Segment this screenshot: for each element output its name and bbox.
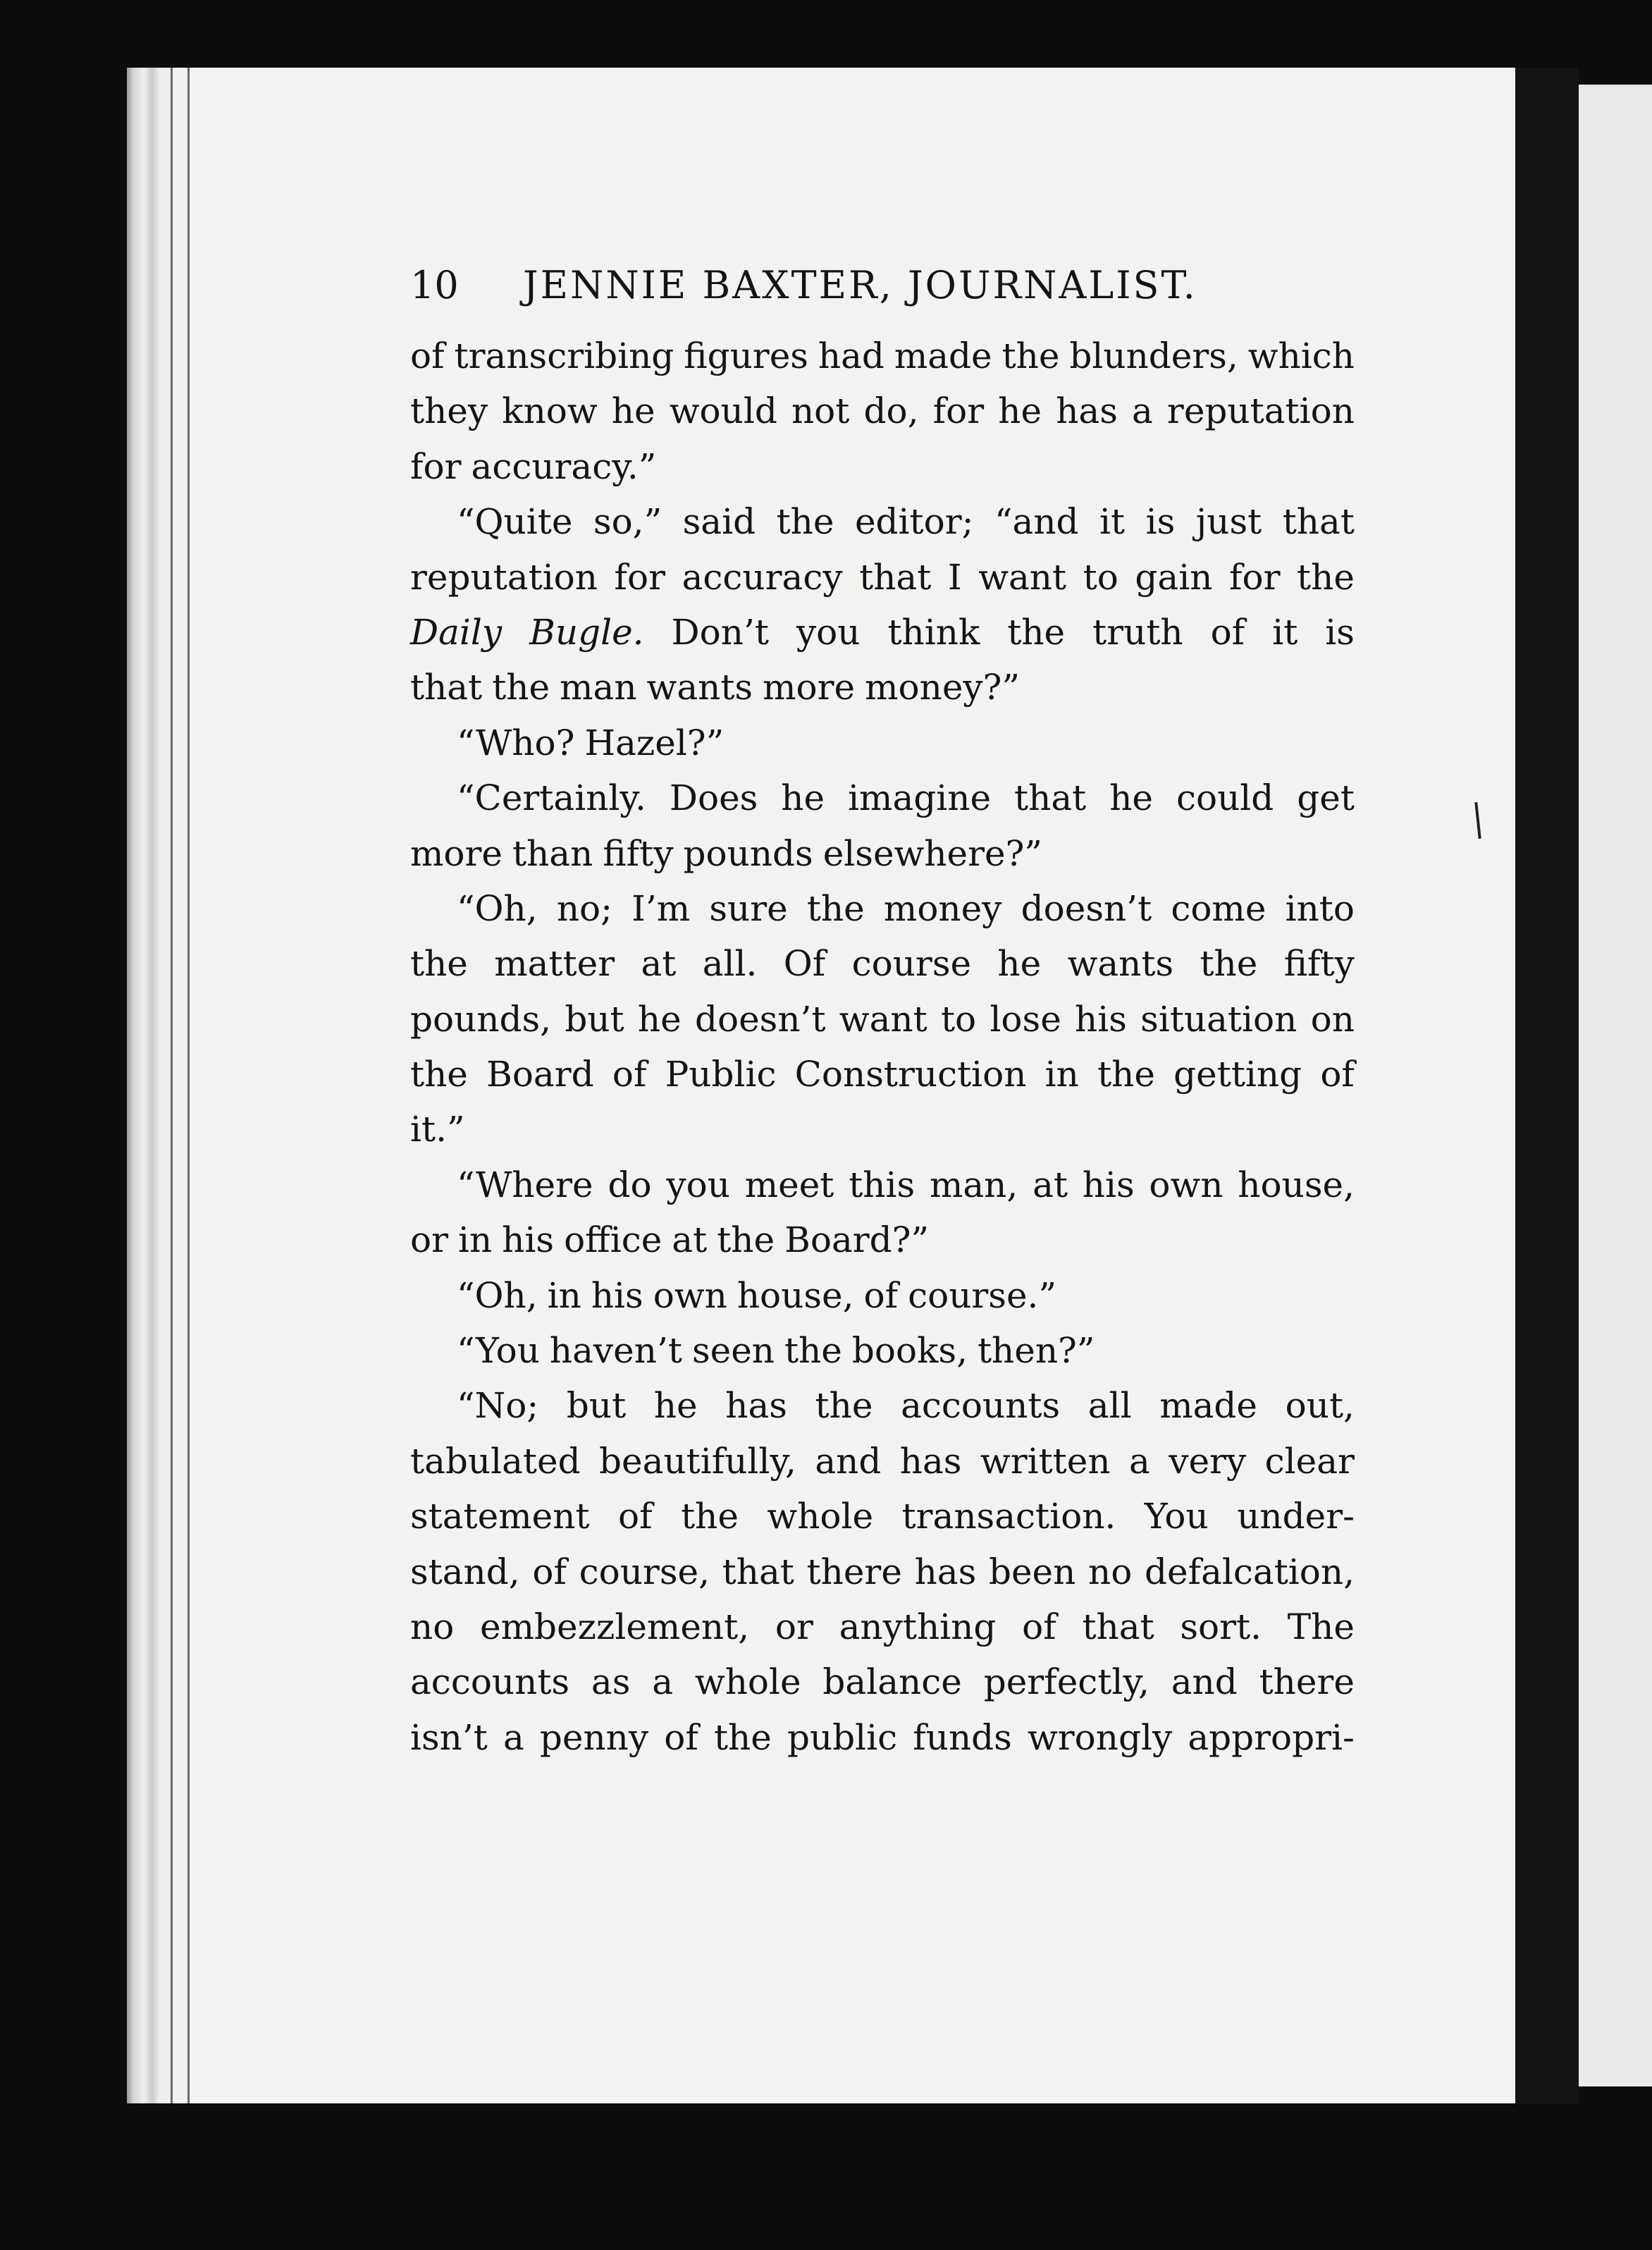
word: the [410, 1054, 468, 1095]
text-line [410, 1157, 1355, 1212]
word: has [1056, 391, 1118, 432]
word: of [1022, 1606, 1056, 1647]
word: situation [1140, 998, 1297, 1040]
word: doesn’t [1021, 887, 1152, 929]
word: to [940, 998, 977, 1040]
word: reputation [1166, 391, 1355, 432]
word: to [1083, 556, 1118, 598]
word: a [1128, 1440, 1150, 1482]
word: You [1144, 1496, 1209, 1537]
next-page-edge-dark [1515, 68, 1579, 2103]
word: is [1325, 611, 1355, 653]
word: The [1287, 1606, 1355, 1647]
word: all [1087, 1385, 1132, 1427]
word: perfectly, [983, 1661, 1149, 1703]
word: do, [863, 391, 919, 432]
word: you [666, 1164, 730, 1205]
word: Bugle. [529, 611, 644, 653]
word: this [849, 1164, 916, 1205]
word: accounts [410, 1661, 570, 1703]
word: accuracy [682, 556, 843, 598]
word: of [1320, 1054, 1355, 1095]
word: “Oh, [457, 887, 538, 929]
word: “Who? [457, 722, 575, 763]
word: the [717, 1219, 775, 1261]
word: defalcation, [1144, 1551, 1355, 1592]
word: he [1109, 777, 1154, 819]
word: of [863, 1274, 899, 1316]
word: then?” [977, 1330, 1095, 1372]
word: on [1310, 998, 1355, 1040]
word: sure [709, 887, 788, 929]
word: imagine [848, 777, 992, 819]
text-line [410, 494, 1355, 549]
word: as [591, 1661, 631, 1703]
word: lose [990, 998, 1061, 1040]
word: at [641, 943, 677, 985]
word: of [664, 1716, 698, 1758]
word: a [503, 1716, 524, 1758]
text-line [410, 936, 1355, 991]
body-text [410, 328, 1355, 1765]
word: his [1082, 1164, 1135, 1205]
text-line [410, 439, 1355, 494]
word: the [776, 501, 834, 543]
word: meet [744, 1164, 834, 1205]
word: “Quite [457, 501, 573, 543]
word: for [1228, 556, 1281, 598]
word: his [502, 1219, 555, 1261]
word: books, [851, 1330, 968, 1372]
text-line [410, 660, 1355, 715]
word: course [851, 943, 972, 985]
word: pounds, [410, 998, 552, 1040]
word: of [1210, 611, 1245, 653]
word: not [791, 391, 850, 432]
word: for [932, 391, 985, 432]
text-line [410, 881, 1355, 936]
word: all. [702, 943, 758, 985]
next-page-edge [1579, 85, 1652, 2086]
word: wrongly [1027, 1716, 1173, 1758]
word: own [653, 1274, 727, 1316]
word: it.” [410, 1109, 465, 1150]
word: matter [494, 943, 615, 985]
word: that [859, 556, 932, 598]
text-line [410, 1047, 1355, 1102]
text-line [410, 605, 1355, 660]
text-line [410, 1378, 1355, 1433]
word: Hazel?” [584, 722, 725, 763]
word: has [914, 1551, 977, 1592]
word: whole [767, 1496, 874, 1537]
word: has [725, 1385, 787, 1427]
word: the [1097, 1054, 1155, 1095]
word: he [781, 777, 825, 819]
word: Construction [794, 1054, 1027, 1095]
word: sort. [1180, 1606, 1262, 1647]
text-line [410, 383, 1355, 438]
word: they [410, 391, 488, 432]
word: seen [691, 1330, 775, 1372]
word: under- [1237, 1496, 1355, 1537]
word: Of [783, 943, 826, 985]
word: and [815, 1440, 882, 1482]
text-line [410, 1710, 1355, 1765]
word: no [1088, 1551, 1133, 1592]
word: there [806, 1551, 902, 1592]
word: would [669, 391, 777, 432]
word: of [612, 1054, 647, 1095]
word: tabulated [410, 1440, 581, 1482]
word: the [784, 1330, 842, 1372]
text-line [410, 1268, 1355, 1323]
word: office [564, 1219, 662, 1261]
word: getting [1173, 1054, 1302, 1095]
word: man, [929, 1164, 1018, 1205]
word: pounds [683, 832, 813, 874]
word: written [980, 1440, 1111, 1482]
word: “Certainly. [457, 777, 646, 819]
word: Daily [410, 611, 503, 653]
word: the [806, 887, 865, 929]
running-head [410, 254, 1355, 317]
word: think [887, 611, 980, 653]
word: just [1195, 501, 1262, 543]
text-line [410, 1489, 1355, 1544]
page-text [410, 254, 1355, 1765]
word: doesn’t [694, 998, 826, 1040]
word: that [1282, 501, 1355, 543]
word: want [839, 998, 927, 1040]
word: the [681, 1496, 739, 1537]
running-title: JENNIE BAXTER, JOURNALIST. [523, 263, 1197, 307]
word: at [1032, 1164, 1068, 1205]
word: the [1001, 336, 1060, 376]
word: own [1149, 1164, 1223, 1205]
word: reputation [410, 556, 598, 598]
word: the [1007, 611, 1066, 653]
word: accuracy.” [471, 445, 657, 487]
word: the [410, 943, 468, 985]
word: but [566, 1385, 627, 1427]
word: he [653, 1385, 698, 1427]
word: I [947, 556, 962, 598]
word: know [502, 391, 598, 432]
word: balance [822, 1661, 962, 1703]
word: could [1176, 777, 1274, 819]
word: in [1044, 1054, 1079, 1095]
word: he [998, 391, 1042, 432]
word: made [1159, 1385, 1258, 1427]
word: man [560, 667, 637, 708]
word: it [1272, 611, 1298, 653]
word: of [618, 1496, 653, 1537]
word: or [410, 1219, 449, 1261]
word: transaction. [901, 1496, 1116, 1537]
word: and [1171, 1661, 1238, 1703]
word: or [775, 1606, 813, 1647]
text-line [410, 328, 1355, 383]
word: a [652, 1661, 674, 1703]
word: blunders, [1069, 336, 1238, 376]
word: no; [556, 887, 612, 929]
word: for [410, 445, 462, 487]
word: accounts [901, 1385, 1061, 1427]
text-line [410, 992, 1355, 1047]
word: said [682, 501, 756, 543]
word: which [1247, 336, 1355, 376]
word: editor; [854, 501, 974, 543]
word: in [458, 1219, 493, 1261]
word: a [1131, 391, 1153, 432]
word: wants [646, 667, 753, 708]
word: the [713, 1716, 772, 1758]
text-line [410, 826, 1355, 881]
word: been [988, 1551, 1076, 1592]
word: more [410, 832, 503, 874]
word: of [410, 336, 445, 376]
word: whole [694, 1661, 801, 1703]
word: appropri- [1188, 1716, 1355, 1758]
word: gain [1135, 556, 1213, 598]
word: stand, [410, 1551, 520, 1592]
word: money [883, 887, 1002, 929]
word: course, [579, 1551, 710, 1592]
word: fifty [1283, 943, 1355, 985]
word: get [1297, 777, 1355, 819]
text-line [410, 715, 1355, 770]
word: isn’t [410, 1716, 488, 1758]
word: for [614, 556, 666, 598]
word: haven’t [549, 1330, 682, 1372]
word: Does [669, 777, 758, 819]
page-number: 10 [410, 263, 459, 307]
word: come [1171, 887, 1266, 929]
word: anything [839, 1606, 997, 1647]
word: “Where [457, 1164, 593, 1205]
word: money?” [865, 667, 1021, 708]
word: Don’t [671, 611, 769, 653]
word: public [787, 1716, 898, 1758]
word: but [565, 998, 624, 1040]
word: Board [486, 1054, 594, 1095]
word: wants [1067, 943, 1174, 985]
word: truth [1092, 611, 1183, 653]
word: you [796, 611, 861, 653]
word: his [591, 1274, 643, 1316]
word: had [818, 336, 884, 376]
word: into [1285, 887, 1355, 929]
word: very [1169, 1440, 1247, 1482]
word: has [899, 1440, 962, 1482]
word: “No; [457, 1385, 539, 1427]
word: Public [665, 1054, 777, 1095]
word: statement [410, 1496, 590, 1537]
word: house, [736, 1274, 854, 1316]
word: than [512, 832, 593, 874]
word: no [410, 1606, 455, 1647]
word: he [997, 943, 1042, 985]
word: embezzlement, [480, 1606, 750, 1647]
word: so,” [593, 501, 662, 543]
word: in [547, 1274, 581, 1316]
word: I’m [631, 887, 691, 929]
text-line [410, 1102, 1355, 1157]
word: that [1014, 777, 1087, 819]
text-line [410, 1434, 1355, 1489]
word: want [978, 556, 1067, 598]
word: made [894, 336, 992, 376]
word: of [532, 1551, 567, 1592]
text-line [410, 1654, 1355, 1709]
word: penny [539, 1716, 649, 1758]
text-line [410, 1212, 1355, 1267]
word: do [608, 1164, 652, 1205]
text-line [410, 770, 1355, 825]
text-line [410, 1544, 1355, 1599]
gutter-line [171, 68, 173, 2103]
gutter-line [187, 68, 190, 2103]
page-gutter-shadow [127, 68, 190, 2103]
word: the [815, 1385, 873, 1427]
text-line [410, 550, 1355, 605]
word: more [763, 667, 856, 708]
word: he [611, 391, 655, 432]
word: Board?” [784, 1219, 930, 1261]
word: transcribing [454, 336, 674, 376]
word: figures [684, 336, 808, 376]
word: that [1082, 1606, 1154, 1647]
word: “You [457, 1330, 540, 1372]
word: out, [1285, 1385, 1355, 1427]
word: that [722, 1551, 794, 1592]
word: that [410, 667, 483, 708]
word: the [1200, 943, 1258, 985]
word: beautifully, [599, 1440, 796, 1482]
word: house, [1238, 1164, 1355, 1205]
word: at [672, 1219, 708, 1261]
word: the [492, 667, 550, 708]
word: the [1297, 556, 1355, 598]
word: is [1145, 501, 1176, 543]
word: he [637, 998, 682, 1040]
text-line [410, 1323, 1355, 1378]
word: “and [994, 501, 1079, 543]
word: “Oh, [457, 1274, 538, 1316]
word: clear [1264, 1440, 1355, 1482]
word: fifty [603, 832, 674, 874]
word: elsewhere?” [822, 832, 1042, 874]
text-line [410, 1599, 1355, 1654]
word: there [1259, 1661, 1355, 1703]
word: course.” [908, 1274, 1057, 1316]
word: it [1099, 501, 1126, 543]
word: funds [913, 1716, 1012, 1758]
word: his [1075, 998, 1127, 1040]
